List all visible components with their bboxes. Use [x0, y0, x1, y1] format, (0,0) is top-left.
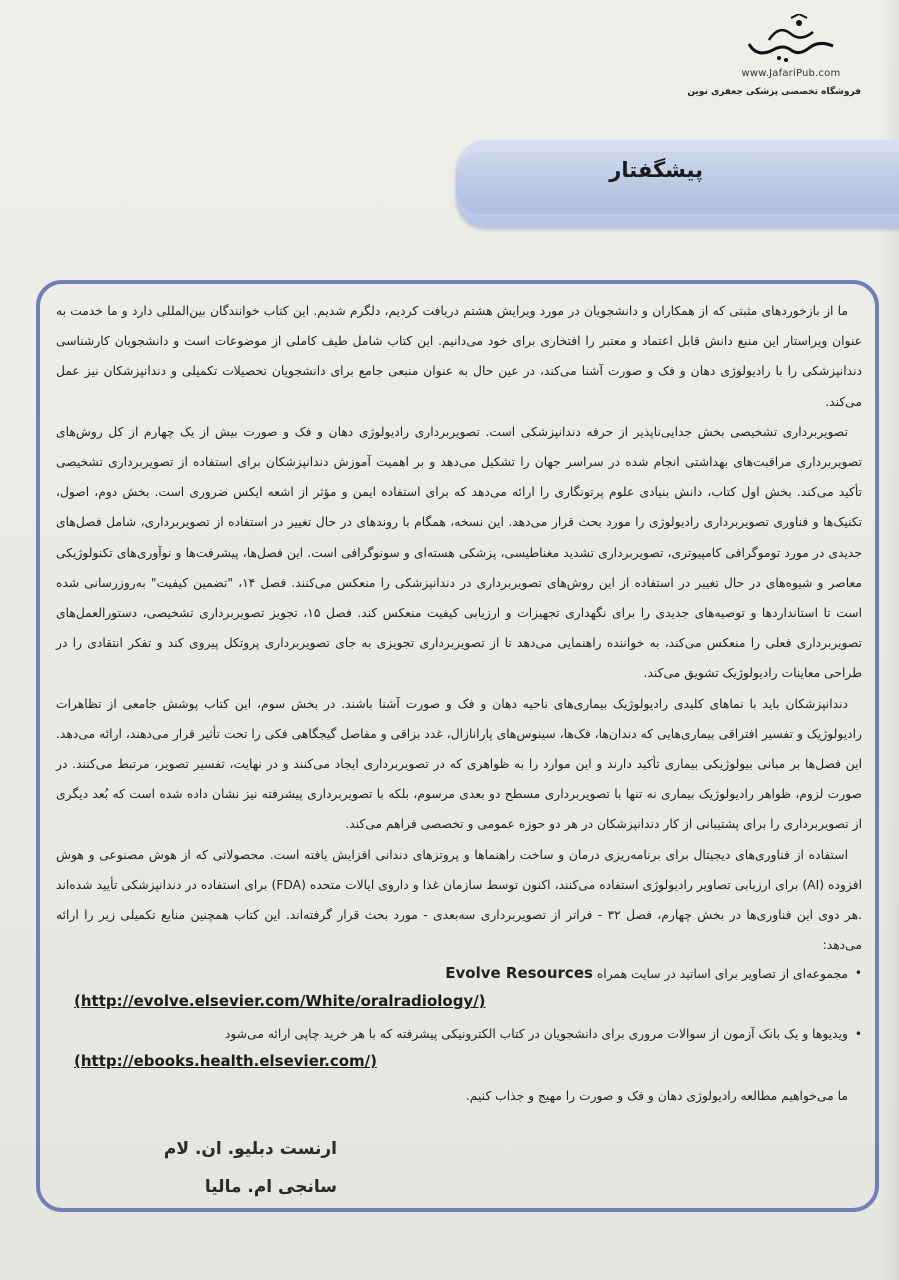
- closing-sentence: ما می‌خواهیم مطالعه رادیولوژی دهان و فک و صورت را مهیج و جذاب کنیم.: [465, 1089, 848, 1104]
- ebooks-link[interactable]: (http://ebooks.health.elsevier.com/): [74, 1052, 377, 1071]
- publisher-name: فروشگاه تخصصی پزشکی جعفری نوین: [687, 87, 861, 97]
- jafari-logo-icon: [739, 14, 843, 66]
- preface-text: [56, 296, 862, 1112]
- publisher-url: www.JafariPub.com: [741, 68, 841, 79]
- bullet-icon: •: [854, 966, 862, 981]
- author-1: ارنست دبلیو. ان. لام: [163, 1139, 337, 1159]
- bullet-text: مجموعه‌ای از تصاویر برای اساتید در سایت همراه: [596, 967, 848, 982]
- paragraph-1: ما از بازخوردهای مثبتی که از همکاران و دانشجویان در مورد ویرایش هشتم دریافت کردیم، دلگرم شدیم. این کتاب خوانندگان بین‌المللی دارد و ما خدمت به عنوان ویراستار این منبع دانش قابل اعتماد و معتبر را افتخاری برای خود می‌دانیم. این کتاب شامل طیف کاملی از موضوعات است و دانشجویان کارشناسی دندانپزشکی را با رادیولوژی دهان و فک و صورت آشنا می‌کند، در عین حال به عنوان منبعی جامع برای دانشجویان تحصیلات تکمیلی و دندانپزشکان نیز عمل می‌کند.: [56, 304, 862, 409]
- list-item: [56, 960, 862, 1015]
- evolve-link[interactable]: (http://evolve.elsevier.com/White/oralradiology/): [74, 992, 486, 1011]
- bullet-icon: •: [854, 1027, 862, 1042]
- author-signatures: [164, 1130, 337, 1206]
- paragraph-3: دندانپزشکان باید با نماهای کلیدی رادیولوژیک بیماری‌های ناحیه دهان و فک و صورت آشنا باشند. در بخش سوم، این کتاب پوشش جامعی از تظاهرات رادیولوژیک و تفسیر افتراقی بیماری‌هایی که دندان‌ها، فک‌ها، سینوس‌های پارانازال، غدد بزاقی و مفاصل گیجگاهی فکی را تحت تأثیر قرار می‌دهند، ارائه می‌دهد. این فصل‌ها بر مبانی بیولوژیکی بیماری تأکید دارند و این موارد را به ظواهری که در تصویربرداری ایجاد می‌کنند و در نهایت، تفسیر تصویر، مرتبط می‌کنند. در صورت لزوم، ظواهر رادیولوژیک بیماری نه تنها با تصویربرداری مسطح دو بعدی مرسوم، بلکه با تصویربرداری پیشرفته نیز نشان داده شده است که بُعد دیگری از تصویربرداری را برای پشتیبانی از کار دندانپزشکان در هر دو حوزه عمومی و تخصصی فراهم می‌کند.: [56, 696, 862, 832]
- resource-list: [56, 960, 862, 1075]
- publisher-logo: [687, 14, 861, 106]
- title-banner: [456, 140, 899, 228]
- evolve-resources-label: Evolve Resources: [445, 964, 593, 983]
- author-2: سانجی ام. مالیا: [204, 1177, 337, 1197]
- bullet-text: ویدیوها و یک بانک آزمون از سوالات مروری برای دانشجویان در کتاب الکترونیکی پیشرفته که با هر خرید چاپی ارائه می‌شود: [224, 1027, 848, 1042]
- paragraph-4: استفاده از فناوری‌های دیجیتال برای برنامه‌ریزی درمان و ساخت راهنماها و پروتزهای دندانی افزایش یافته است. محصولاتی که از هوش مصنوعی و هوش افزوده (AI) برای ارزیابی تصاویر رادیولوژی استفاده می‌کنند، اکنون توسط سازمان غذا و داروی ایالات متحده (FDA) برای استفاده در دندانپزشکی تأیید شده‌اند .هر دوی این فناوری‌ها در بخش چهارم، فصل ۳۲ - فراتر از تصویربرداری سه‌بعدی - مورد بحث قرار گرفته‌اند. این کتاب همچنین منابع تکمیلی زیر را ارائه می‌دهد:: [56, 847, 862, 953]
- page-title: پیشگفتار: [609, 158, 703, 182]
- list-item: [56, 1021, 862, 1075]
- paragraph-2: تصویربرداری تشخیصی بخش جدایی‌ناپذیر از حرفه دندانپزشکی است. تصویربرداری رادیولوژی دهان و فک و صورت بیش از یک چهارم از کل روش‌های تصویربرداری مراقبت‌های بهداشتی انجام شده در سراسر جهان را تشکیل می‌دهد و بر اهمیت آموزش دندانپزشکان برای استفاده از تصویربرداری تشخیصی تأکید می‌کند. بخش اول کتاب، دانش بنیادی علوم پرتونگاری را ارائه می‌دهد که برای استفاده ایمن و مؤثر از اشعه ایکس ضروری است. بخش دوم، اصول، تکنیک‌ها و فناوری تصویربرداری رادیولوژی را مورد بحث قرار می‌دهد. این نسخه، همگام با روندهای در حال تغییر در استفاده از تصویربرداری، شامل فصل‌های جدیدی در مورد توموگرافی کامپیوتری، تصویربرداری تشدید مغناطیسی، پزشکی هسته‌ای و سونوگرافی است. این فصل‌ها، پیشرفت‌ها و نوآوری‌های تکنولوژیکی معاصر و شیوه‌های در حال تغییر در استفاده از این روش‌های تصویربرداری در دندانپزشکی را منعکس می‌کنند. فصل ۱۴، "تضمین کیفیت" به‌روزرسانی شده است تا استانداردها و توصیه‌های جدیدی را برای نگهداری تجهیزات و ارزیابی کیفیت منعکس کند. فصل ۱۵، تجویز تصویربرداری تشخیصی، دستورالعمل‌های تصویربرداری فعلی را منعکس می‌کند، به خواننده راهنمایی می‌دهد تا از تصویربرداری تجویزی به جای تصویربرداری پروتکل پیروی کند و تفکر انتقادی را در طراحی معاینات رادیولوژیک تشویق می‌کند.: [56, 424, 862, 681]
